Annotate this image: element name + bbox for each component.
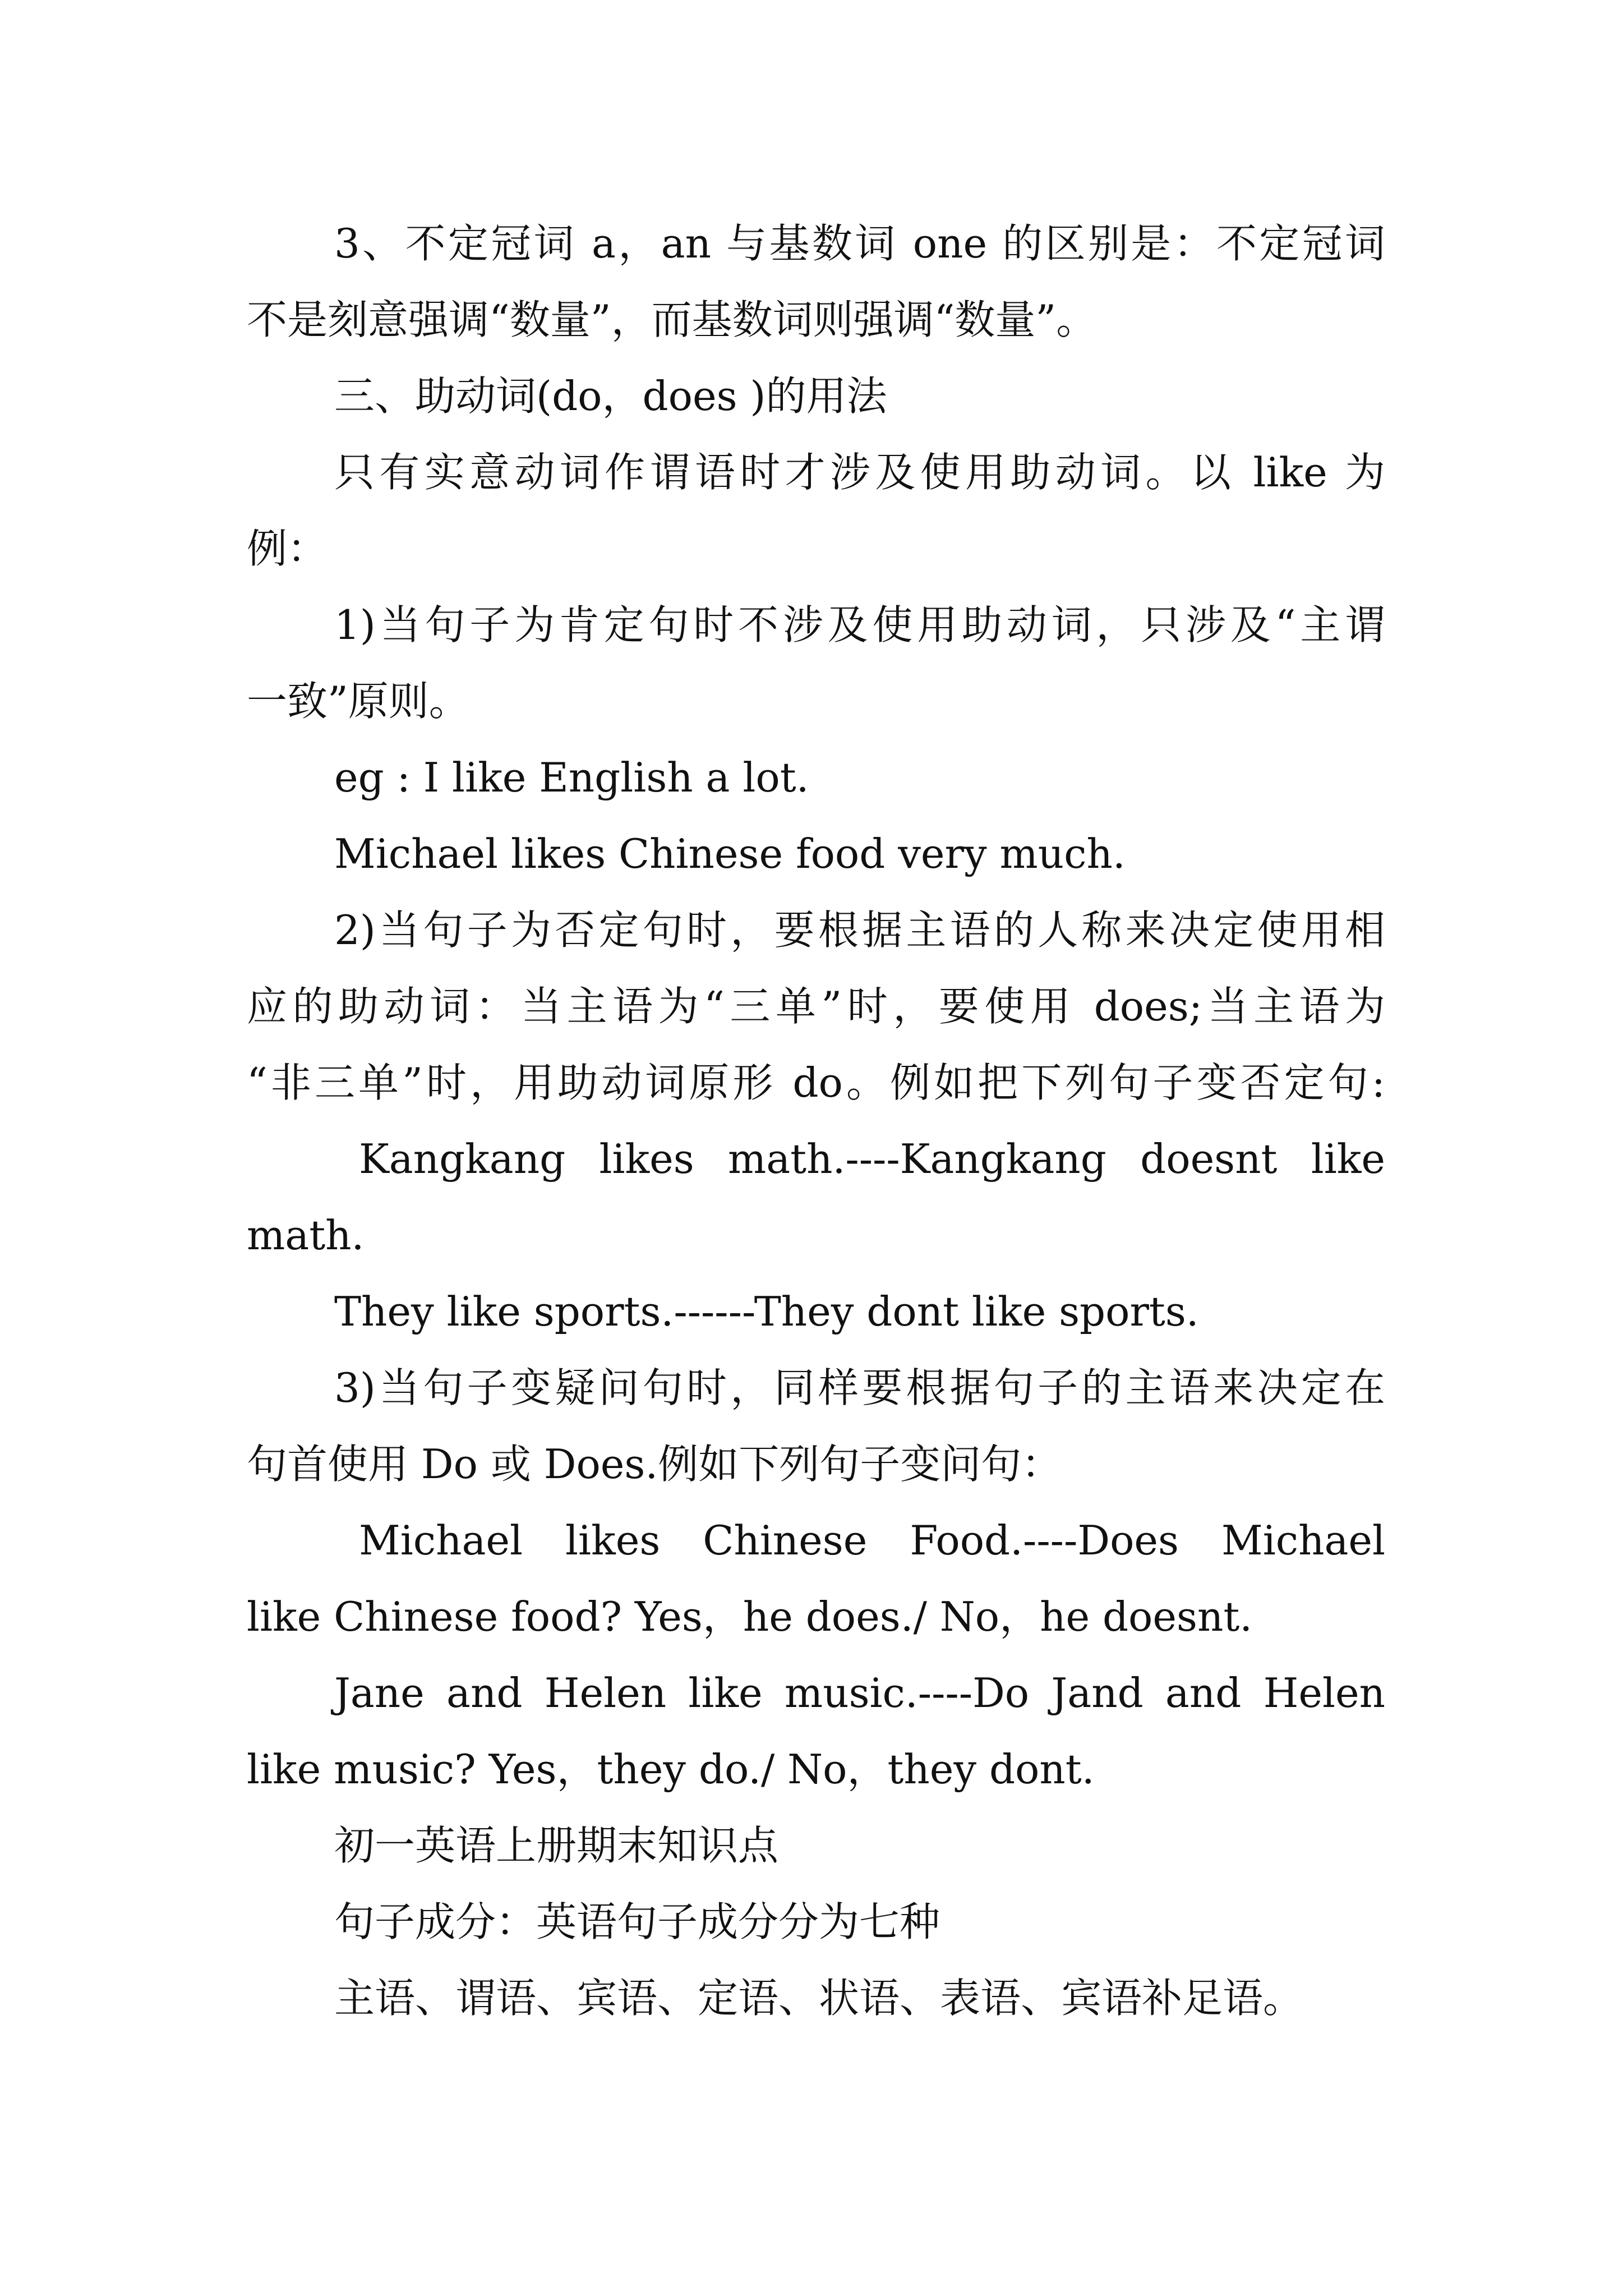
paragraph-line: 一致”原则。 (247, 678, 469, 725)
example-sentence: They like sports.------They dont like sports. (334, 1288, 1199, 1335)
section-heading: 三、助动词(do，does )的用法 (334, 372, 887, 420)
paragraph-line: 3)当句子变疑问句时，同样要根据句子的主语来决定在 (334, 1364, 1385, 1411)
paragraph-line: 3、不定冠词 a，an 与基数词 one 的区别是：不定冠词 (334, 220, 1385, 267)
example-sentence: Michael likes Chinese food very much. (334, 830, 1126, 877)
example-sentence: Jane and Helen like music.----Do Jand and Helen (334, 1669, 1385, 1717)
paragraph-line: 1)当句子为肯定句时不涉及使用助动词，只涉及“主谓 (334, 601, 1385, 648)
example-sentence: Kangkang likes math.----Kangkang doesnt like (359, 1135, 1385, 1182)
example-sentence: eg : I like English a lot. (334, 754, 809, 801)
paragraph-line: 应的助动词：当主语为“三单”时，要使用 does;当主语为 (247, 983, 1385, 1030)
example-sentence: math. (247, 1212, 365, 1259)
example-sentence: Michael likes Chinese Food.----Does Michael (359, 1517, 1385, 1564)
paragraph-line: 不是刻意强调“数量”，而基数词则强调“数量”。 (247, 296, 1097, 343)
paragraph-line: 主语、谓语、宾语、定语、状语、表语、宾语补足语。 (334, 1975, 1304, 2022)
example-sentence: like Chinese food? Yes，he does./ No，he doesnt. (247, 1593, 1253, 1640)
paragraph-line: “非三单”时，用助动词原形 do。例如把下列句子变否定句: (247, 1059, 1385, 1106)
paragraph-line: 例： (247, 525, 328, 572)
example-sentence: like music? Yes，they do./ No，they dont. (247, 1746, 1095, 1793)
paragraph-line: 句首使用 Do 或 Does.例如下列句子变问句： (247, 1441, 1062, 1488)
paragraph-line: 句子成分：英语句子成分分为七种 (334, 1898, 940, 1945)
section-heading: 初一英语上册期末知识点 (334, 1822, 779, 1869)
paragraph-line: 只有实意动词作谓语时才涉及使用助动词。以 like 为 (334, 449, 1385, 496)
paragraph-line: 2)当句子为否定句时，要根据主语的人称来决定使用相 (334, 907, 1385, 954)
